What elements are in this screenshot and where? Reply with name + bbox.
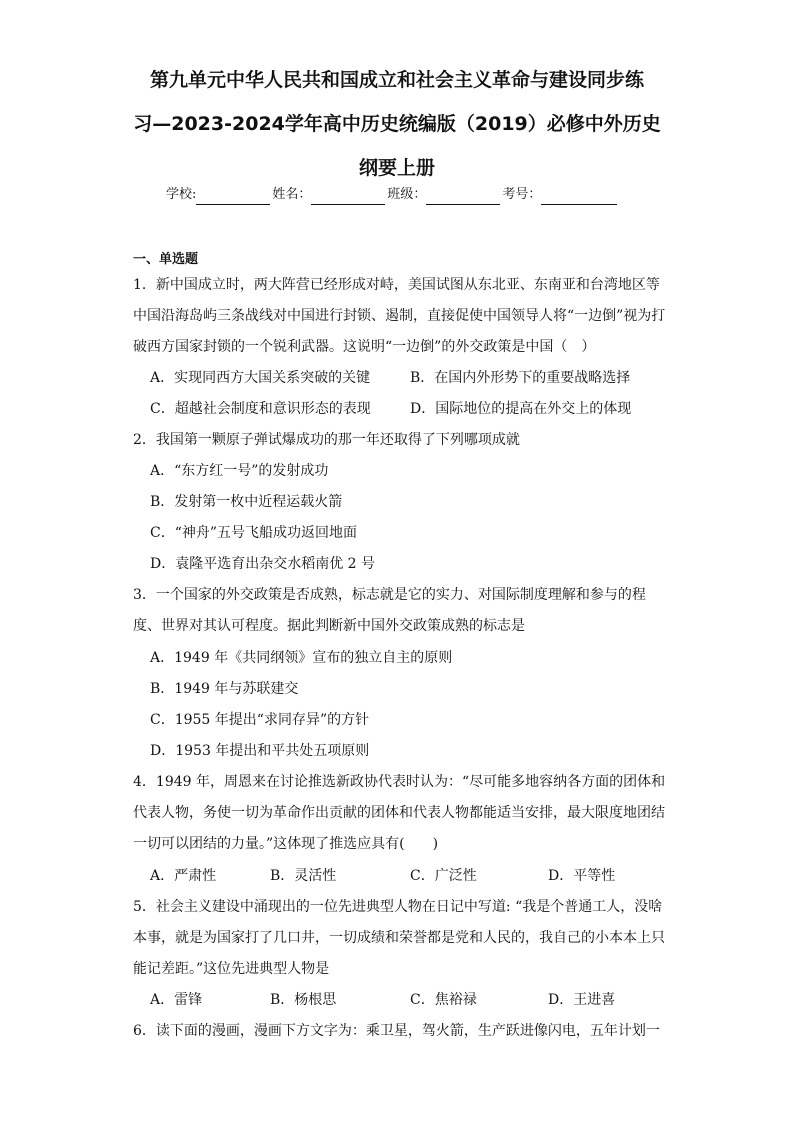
document-title-line-3: 纲要上册 [358,157,435,179]
question-1-option-d: D．国际地位的提高在外交上的体现 [410,401,632,417]
question-1-option-a: A．实现同西方大国关系突破的关键 [150,370,371,386]
question-6-stem: 6．读下面的漫画，漫画下方文字为：乘卫星，驾火箭，生产跃进像闪电，五年计划一 [133,1023,660,1039]
section-heading: 一、单选题 [133,252,199,267]
question-5-stem: 5．社会主义建设中涌现出的一位先进典型人物在日记中写道: “我是个普通工人，没啥本事，就是为国家打了几口井，一切成绩和荣誉都是党和人民的，我自己的小本本上只能记差距。”这位先进典型人物是 [133,899,665,977]
question-5-option-b: B．杨根思 [270,992,337,1008]
question-4-option-b: B．灵活性 [270,868,337,884]
class-label: 班级： [387,187,427,202]
question-1-stem: 1．新中国成立时，两大阵营已经形成对峙，美国试图从东北亚、东南亚和台湾地区等中国沿海岛屿三条战线对中国进行封锁、遏制，直接促使中国领导人将“一边倒”视为打破西方国家封锁的一个锐利武器。这说明“一边倒”的外交政策是中国（ ） [133,277,666,355]
question-5-option-d: D．王进喜 [548,992,616,1008]
exam-number-label: 考号： [502,187,542,202]
document-title-line-2: 习—2023-2024学年高中历史统编版（2019）必修中外历史 [133,113,661,135]
name-label: 姓名： [272,187,312,202]
question-3-stem: 3．一个国家的外交政策是否成熟，标志就是它的实力、对国际制度理解和参与的程度、世界对其认可程度。据此判断新中国外交政策成熟的标志是 [133,587,646,634]
question-2-option-c: C．“神舟”五号飞船成功返回地面 [150,525,358,541]
class-blank [426,189,500,205]
question-4-option-a: A．严肃性 [150,868,217,884]
question-3-option-a: A．1949 年《共同纲领》宣布的独立自主的原则 [150,650,453,666]
question-3-option-c: C．1955 年提出“求同存异”的方针 [150,712,370,728]
question-2-stem: 2．我国第一颗原子弹试爆成功的那一年还取得了下列哪项成就 [133,432,520,448]
exam-number-blank [541,189,617,205]
question-1-option-b: B．在国内外形势下的重要战略选择 [410,370,631,386]
question-5-option-c: C．焦裕禄 [410,992,477,1008]
school-label: 学校: [166,187,197,202]
question-4-option-c: C．广泛性 [410,868,477,884]
question-3-option-b: B．1949 年与苏联建交 [150,681,299,697]
school-blank [196,189,270,205]
question-3-option-d: D．1953 年提出和平共处五项原则 [150,743,370,759]
student-info-row [166,185,619,205]
question-5-option-a: A．雷锋 [150,992,203,1008]
question-4-stem: 4．1949 年，周恩来在讨论推选新政协代表时认为：“尽可能多地容纳各方面的团体和代表人物，务使一切为革命作出贡献的团体和代表人物都能适当安排，最大限度地团结一切可以团结的力量。”这体现了推选应具有( ) [133,774,666,852]
question-1-option-c: C．超越社会制度和意识形态的表现 [150,401,371,417]
question-2-option-b: B．发射第一枚中近程运载火箭 [150,494,343,510]
name-blank [311,189,385,205]
question-4-option-d: D．平等性 [548,868,616,884]
question-2-option-a: A．“东方红一号”的发射成功 [150,463,329,479]
document-title-line-1: 第九单元中华人民共和国成立和社会主义革命与建设同步练 [149,69,644,91]
question-2-option-d: D．袁隆平选育出杂交水稻南优 2 号 [150,556,376,572]
